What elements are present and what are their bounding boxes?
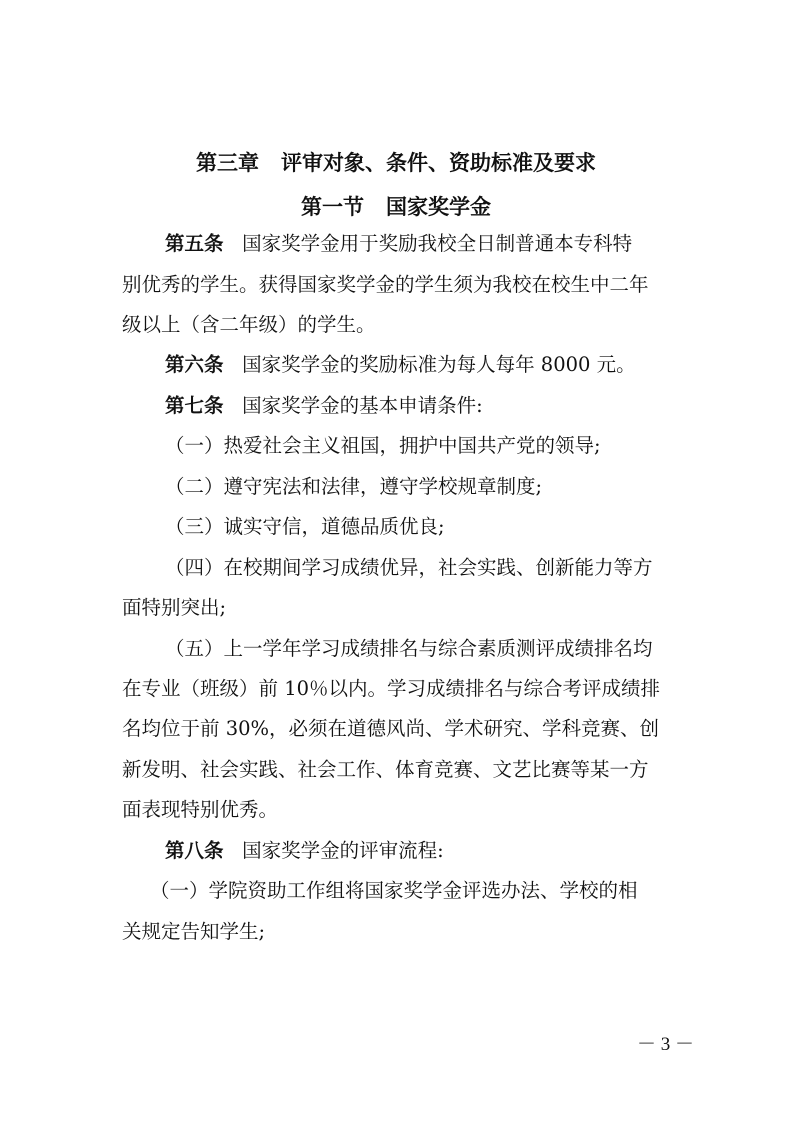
article-eight-label: 第八条	[165, 839, 224, 862]
article-six-text: 国家奖学金的奖励标准为每人每年 8000 元。	[223, 353, 636, 376]
article-seven-item-1: （一）热爱社会主义祖国，拥护中国共产党的领导;	[165, 434, 601, 457]
article-five-text: 国家奖学金用于奖励我校全日制普通本专科特	[223, 232, 633, 255]
article-six-line	[165, 350, 636, 380]
article-seven-item-5-cont-4: 面表现特别优秀。	[122, 798, 279, 821]
page-number: － 3 －	[636, 1034, 694, 1055]
article-eight-line	[165, 836, 444, 866]
article-seven-item-5: （五）上一学年学习成绩排名与综合素质测评成绩排名均	[165, 637, 653, 660]
article-five-line-2: 别优秀的学生。获得国家奖学金的学生须为我校在校生中二年	[122, 273, 649, 296]
article-seven-item-4-cont: 面特别突出;	[122, 596, 227, 619]
article-five-line-3: 级以上（含二年级）的学生。	[122, 313, 376, 336]
article-seven-item-4: （四）在校期间学习成绩优异，社会实践、创新能力等方	[165, 556, 653, 579]
article-five-line	[165, 229, 632, 259]
article-seven-item-5-cont-1: 在专业（班级）前 10％以内。学习成绩排名与综合考评成绩排	[122, 677, 661, 700]
article-eight-item-1-cont: 关规定告知学生;	[122, 920, 266, 943]
article-seven-item-2: （二）遵守宪法和法律，遵守学校规章制度;	[165, 475, 543, 498]
article-seven-line	[165, 391, 483, 421]
article-seven-label: 第七条	[165, 394, 224, 417]
article-six-label: 第六条	[165, 353, 224, 376]
article-eight-text: 国家奖学金的评审流程:	[223, 839, 444, 862]
article-eight-item-1: （一）学院资助工作组将国家奖学金评选办法、学校的相	[150, 879, 638, 902]
article-seven-text: 国家奖学金的基本申请条件:	[223, 394, 483, 417]
article-five-label: 第五条	[165, 232, 224, 255]
section-title: 第一节 国家奖学金	[301, 195, 491, 219]
article-seven-item-5-cont-3: 新发明、社会实践、社会工作、体育竞赛、文艺比赛等某一方	[122, 758, 649, 781]
article-seven-item-5-cont-2: 名均位于前 30%，必须在道德风尚、学术研究、学科竞赛、创	[122, 717, 660, 740]
article-seven-item-3: （三）诚实守信，道德品质优良;	[165, 515, 445, 538]
chapter-title: 第三章 评审对象、条件、资助标准及要求	[196, 151, 596, 175]
